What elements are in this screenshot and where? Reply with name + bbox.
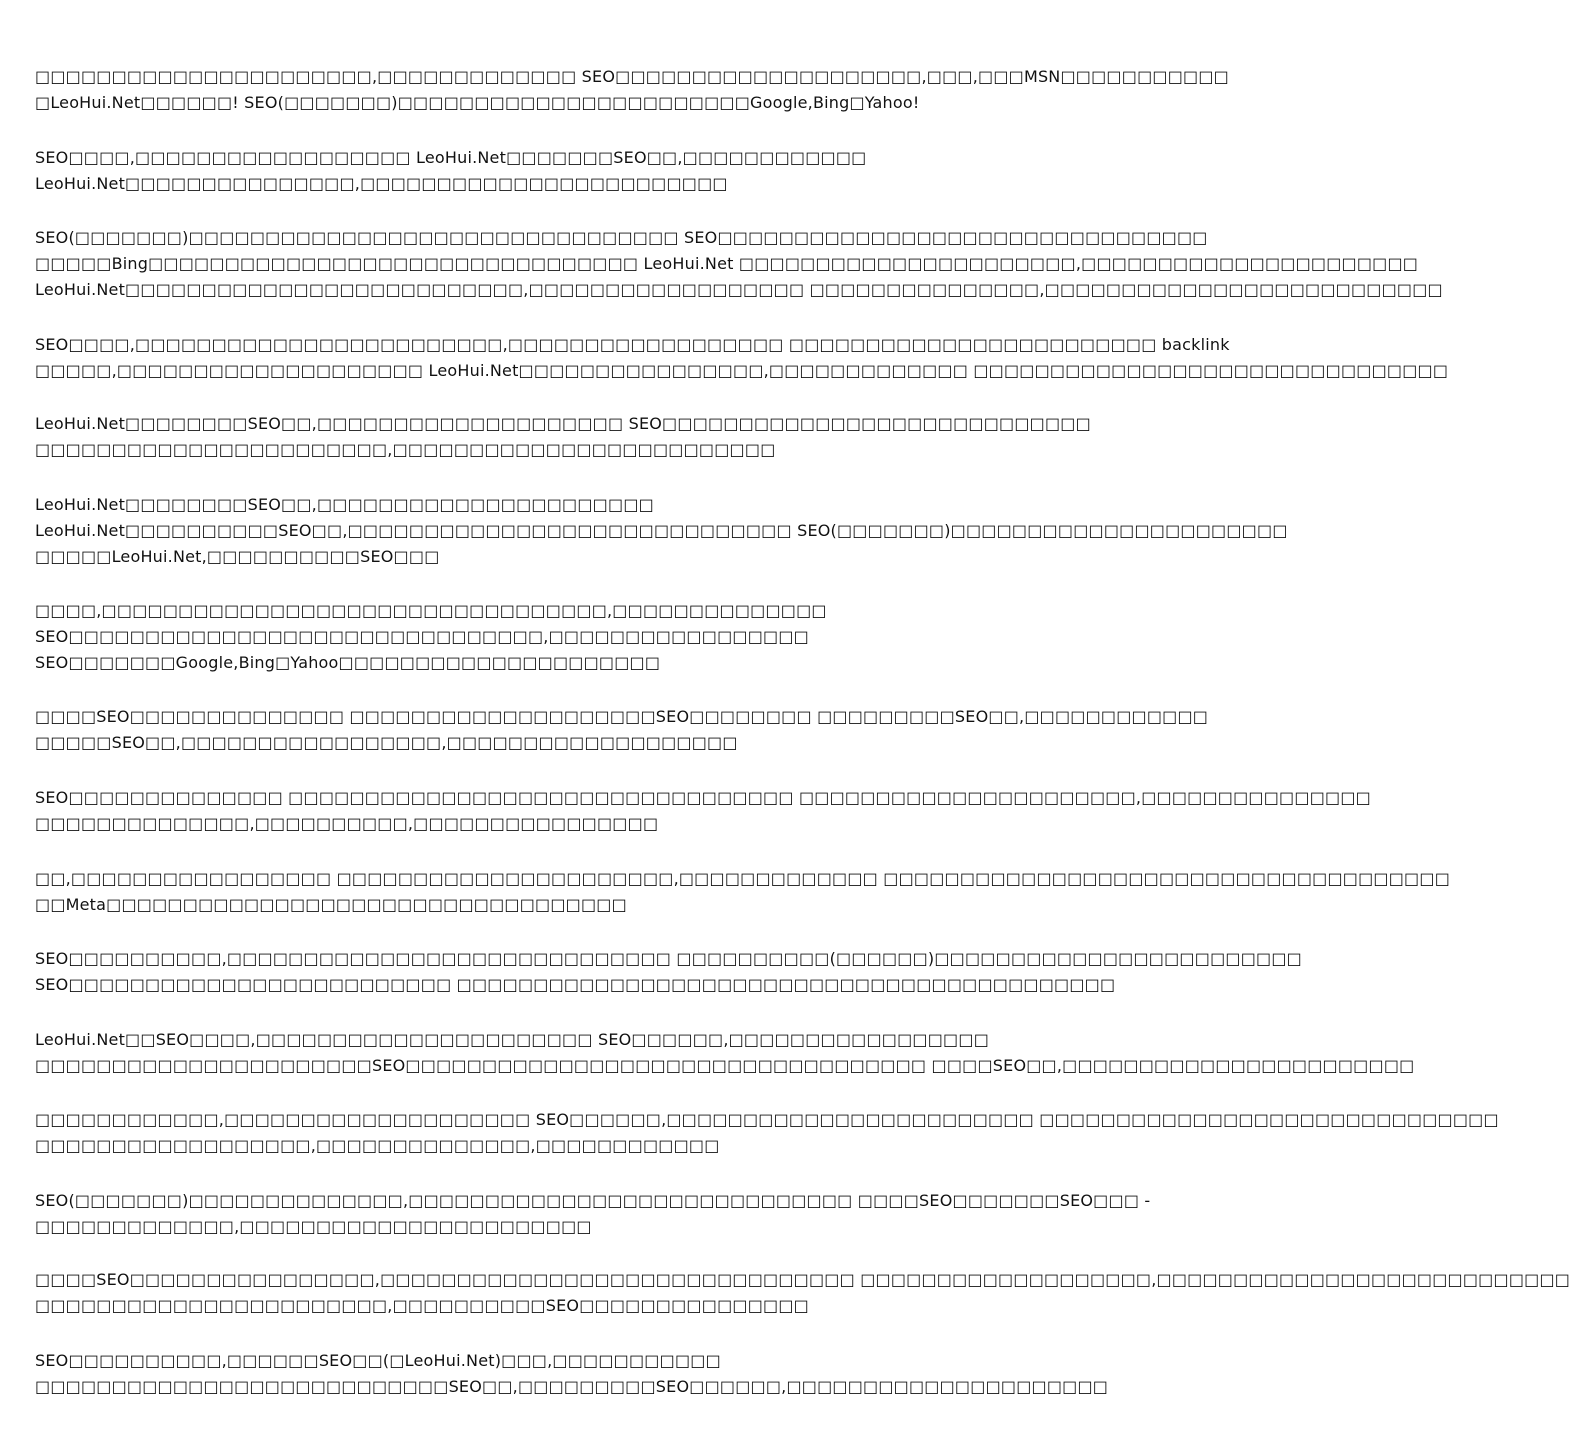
paragraph-line: □LeoHui.Net□□□□□□! SEO(□□□□□□□)□□□□□□□□□□□□□□□□□□□□□□□Google,Bing□Yahoo!: [35, 93, 920, 112]
paragraph-10: [35, 866, 1451, 918]
paragraph-1: [35, 64, 1229, 116]
paragraph-4: [35, 332, 1449, 384]
paragraph-16: [35, 1348, 1109, 1400]
paragraph-line: □□□□□SEO□□,□□□□□□□□□□□□□□□□□,□□□□□□□□□□□□□□□□□□□: [35, 733, 738, 752]
paragraph-line: SEO□□□□□□□□□□□□□□□□□□□□□□□□□□□□□□□,□□□□□□□□□□□□□□□□□: [35, 627, 809, 646]
paragraph-15: [35, 1267, 1570, 1319]
paragraph-line: □□□□□LeoHui.Net,□□□□□□□□□□SEO□□□: [35, 547, 440, 566]
paragraph-14: [35, 1188, 1151, 1240]
paragraph-line: □□,□□□□□□□□□□□□□□□□□ □□□□□□□□□□□□□□□□□□□□□□,□□□□□□□□□□□□□ □□□□□□□□□□□□□□□□□□□□□□□□□□□□□□□□□□□□□: [35, 869, 1451, 888]
paragraph-line: □□□□□□□□□□□□□,□□□□□□□□□□□□□□□□□□□□□□□: [35, 1217, 592, 1236]
paragraph-line: □□□□□Bing□□□□□□□□□□□□□□□□□□□□□□□□□□□□□□□□ LeoHui.Net □□□□□□□□□□□□□□□□□□□□□□,□□□□□□□□□□□□□□□□□□□□□□: [35, 254, 1419, 273]
paragraph-line: □□□□□□□□□□□□,□□□□□□□□□□□□□□□□□□□□ SEO□□□□□□,□□□□□□□□□□□□□□□□□□□□□□□□ □□□□□□□□□□□□□□□□□□□□□□□□□□□□□□: [35, 1110, 1499, 1129]
paragraph-2: [35, 145, 995, 197]
paragraph-line: SEO□□□□□□□□□□□□□□ □□□□□□□□□□□□□□□□□□□□□□□□□□□□□□□□□ □□□□□□□□□□□□□□□□□□□□□□,□□□□□□□□□□□□□□□: [35, 788, 1371, 807]
paragraph-12: [35, 1027, 1415, 1079]
paragraph-line: □□□□□□□□□□□□□□□□□□□□□□□,□□□□□□□□□□SEO□□□□□□□□□□□□□□□: [35, 1296, 809, 1315]
paragraph-line: LeoHui.Net□□□□□□□□□□□□□□□□□□□□□□□□□□,□□□□□□□□□□□□□□□□□□ □□□□□□□□□□□□□□□,□□□□□□□□□□□□□□□□□□□□□□□□□□: [35, 280, 1443, 299]
paragraph-line: SEO□□□□□□□□□□□□□□□□□□□□□□□□□ □□□□□□□□□□□□□□□□□□□□□□□□□□□□□□□□□□□□□□□□□□□: [35, 975, 1116, 994]
paragraph-line: □□Meta□□□□□□□□□□□□□□□□□□□□□□□□□□□□□□□□□□: [35, 895, 627, 914]
paragraph-7: [35, 598, 995, 676]
paragraph-line: □□□□SEO□□□□□□□□□□□□□□□□,□□□□□□□□□□□□□□□□□□□□□□□□□□□□□□□ □□□□□□□□□□□□□□□□□□□,□□□□□□□□□□□□□□□□□□□□□□□□□□□: [35, 1270, 1570, 1289]
paragraph-line: □□□□□□□□□□□□□□□□□□□□□□□,□□□□□□□□□□□□□□□□□□□□□□□□□: [35, 440, 776, 459]
paragraph-line: SEO□□□□□□□Google,Bing□Yahoo□□□□□□□□□□□□□□□□□□□□□: [35, 653, 661, 672]
paragraph-line: LeoHui.Net□□□□□□□□□□□□□□□,□□□□□□□□□□□□□□□□□□□□□□□□: [35, 174, 728, 193]
paragraph-9: [35, 785, 1371, 837]
paragraph-6: [35, 492, 1288, 570]
paragraph-line: □□□□□□□□□□□□□□□□□□□□□□□□□□□SEO□□,□□□□□□□□□SEO□□□□□□,□□□□□□□□□□□□□□□□□□□□□: [35, 1377, 1109, 1396]
paragraph-line: LeoHui.Net□□□□□□□□SEO□□,□□□□□□□□□□□□□□□□□□□□ SEO□□□□□□□□□□□□□□□□□□□□□□□□□□□□: [35, 414, 1091, 433]
paragraph-13: [35, 1107, 1499, 1159]
paragraph-line: □□□□□□□□□□□□□□□□□□□□□□,□□□□□□□□□□□□□ SEO□□□□□□□□□□□□□□□□□□□□,□□□,□□□MSN□□□□□□□□□□□: [35, 67, 1229, 86]
paragraph-11: [35, 946, 1302, 998]
paragraph-line: □□□□,□□□□□□□□□□□□□□□□□□□□□□□□□□□□□□□□□,□□□□□□□□□□□□□□: [35, 601, 827, 620]
paragraph-line: □□□□SEO□□□□□□□□□□□□□□ □□□□□□□□□□□□□□□□□□□□SEO□□□□□□□□ □□□□□□□□□SEO□□,□□□□□□□□□□□□: [35, 707, 1209, 726]
paragraph-line: SEO(□□□□□□□)□□□□□□□□□□□□□□□□□□□□□□□□□□□□□□□□ SEO□□□□□□□□□□□□□□□□□□□□□□□□□□□□□□□□: [35, 228, 1208, 247]
paragraph-line: SEO□□□□□□□□□□,□□□□□□SEO□□(□LeoHui.Net)□□□,□□□□□□□□□□□: [35, 1351, 721, 1370]
paragraph-3: [35, 225, 1443, 303]
paragraph-line: LeoHui.Net□□□□□□□□□□SEO□□,□□□□□□□□□□□□□□□□□□□□□□□□□□□□□ SEO(□□□□□□□)□□□□□□□□□□□□□□□□□□□□□□: [35, 521, 1288, 540]
paragraph-5: [35, 411, 1091, 463]
paragraph-line: □□□□□□□□□□□□□□□□□□□□□□SEO□□□□□□□□□□□□□□□□□□□□□□□□□□□□□□□□□□ □□□□SEO□□,□□□□□□□□□□□□□□□□□□□□□□□: [35, 1056, 1415, 1075]
paragraph-line: SEO□□□□,□□□□□□□□□□□□□□□□□□□□□□□□,□□□□□□□□□□□□□□□□□□ □□□□□□□□□□□□□□□□□□□□□□□□ backlink: [35, 335, 1230, 354]
paragraph-line: SEO□□□□□□□□□□,□□□□□□□□□□□□□□□□□□□□□□□□□□□□□ □□□□□□□□□□(□□□□□□)□□□□□□□□□□□□□□□□□□□□□□□□: [35, 949, 1302, 968]
paragraph-line: □□□□□□□□□□□□□□,□□□□□□□□□□,□□□□□□□□□□□□□□□□: [35, 814, 659, 833]
paragraph-line: SEO(□□□□□□□)□□□□□□□□□□□□□□,□□□□□□□□□□□□□□□□□□□□□□□□□□□□□ □□□□SEO□□□□□□□SEO□□□ -: [35, 1191, 1151, 1210]
paragraph-line: LeoHui.Net□□SEO□□□□,□□□□□□□□□□□□□□□□□□□□□□ SEO□□□□□□,□□□□□□□□□□□□□□□□□: [35, 1030, 990, 1049]
paragraph-line: SEO□□□□,□□□□□□□□□□□□□□□□□□ LeoHui.Net□□□□□□□SEO□□,□□□□□□□□□□□□: [35, 148, 867, 167]
paragraph-line: □□□□□,□□□□□□□□□□□□□□□□□□□□ LeoHui.Net□□□□□□□□□□□□□□□□,□□□□□□□□□□□□□ □□□□□□□□□□□□□□□□□□□□□□□□□□□□□□□: [35, 361, 1449, 380]
paragraph-line: □□□□□□□□□□□□□□□□□□,□□□□□□□□□□□□□□,□□□□□□□□□□□□: [35, 1136, 720, 1155]
paragraph-8: [35, 704, 1209, 756]
paragraph-line: LeoHui.Net□□□□□□□□SEO□□,□□□□□□□□□□□□□□□□□□□□□□: [35, 495, 654, 514]
